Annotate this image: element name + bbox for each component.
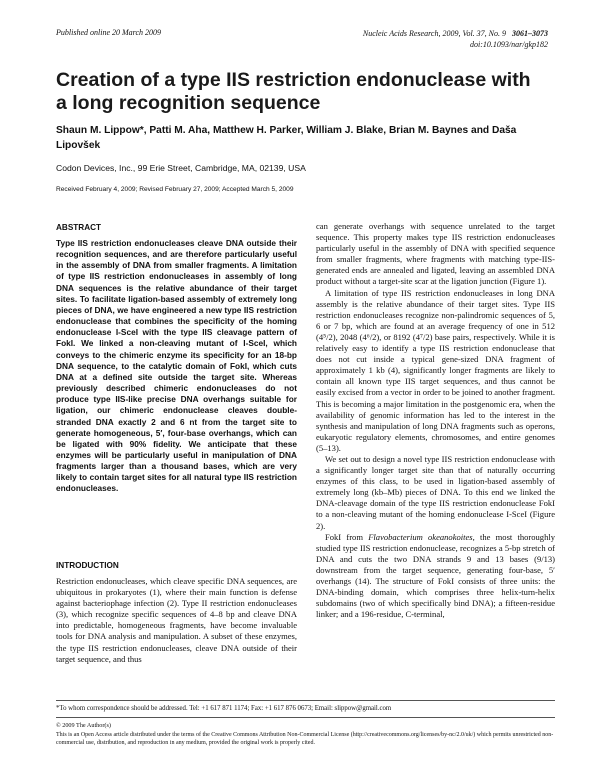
doi: doi:10.1093/nar/gkp182 bbox=[470, 40, 548, 49]
introduction-heading: INTRODUCTION bbox=[56, 561, 119, 570]
received-dates: Received February 4, 2009; Revised February 27, 2009; Accepted March 5, 2009 bbox=[56, 186, 294, 193]
species-name: Flavobacterium okeanokoites bbox=[368, 531, 473, 542]
fokI-name: FokI from bbox=[325, 531, 369, 542]
license-rule bbox=[56, 717, 555, 718]
article-title: Creation of a type IIS restriction endonuclease with a long recognition sequence bbox=[56, 69, 531, 114]
paragraph: We set out to design a novel type IIS restriction endonuclease with a significantly longer target site than that of naturally occurring enzymes of this class, to be used in ligation-based assembly of extremely long (kb–Mb) pieces of DNA. To this end we linked the DNA-cleavage domain of the type IIS restriction endonuclease FokI to a non-cleaving mutant of the homing endonuclease I-SceI (Figure 2). bbox=[316, 453, 555, 531]
paragraph-rest: , the most thoroughly studied type IIS restriction endonuclease, recognizes a 5-bp stretch of DNA and cuts the two DNA strands 9 and 13 bases (9/13) downstream from the target sequence, generating four-base, 5′ overhangs (14). The structure of FokI consists of three units: the DNA-binding domain, which comprises three helix-turn-helix subdomains (two of which specifically bind DNA); a fifteen-residue linker; and a 196-residue, C-terminal, bbox=[316, 531, 555, 620]
license-text: This is an Open Access article distributed under the terms of the Creative Commons Attribution Non-Commercial License (http://creativecommons.org/licenses/by-nc/2.0/uk/) which permits unrestricted non-commercial use, distribution, and reproduction in any medium, provided the original work is properly cited. bbox=[56, 732, 554, 747]
paragraph: A limitation of type IIS restriction endonucleases in long DNA assembly is the relative abundance of their target sites. Type IIS restriction endonucleases recognize non-palindromic sequences of 5, 6 or 7 bp, which are found at an average frequency of one in 512 (4⁵/2), 2048 (4⁶/2), or 8192 (4⁷/2) base pairs, respectively. While it is relatively easy to identify a type IIS restriction endonuclease that does not cut inside a typical gene-sized DNA fragment of approximately 1 kb (4), significantly longer fragments are likely to contain all known type IIS target sequences, and thus cannot be easily excised from a vector in order to be joined to another fragment. This is becoming a major limitation in the postgenomic era, when the availability of genomic information has led to the interest in the synthesis and manipulation of long DNA fragments such as operons, eukaryotic regulatory elements, chromosomes, and entire genomes (5–13). bbox=[316, 287, 555, 453]
paragraph bbox=[316, 532, 555, 621]
correspondence-footnote: *To whom correspondence should be addressed. Tel: +1 617 871 1174; Fax: +1 617 876 0673; Email: slippow@gmail.com bbox=[56, 705, 392, 712]
publication-date: Published online 20 March 2009 bbox=[56, 28, 162, 37]
page-range: 3061–3073 bbox=[512, 29, 548, 38]
paragraph: can generate overhangs with sequence unrelated to the target sequence. This property makes type IIS restriction endonucleases particularly useful in the assembly of DNA with specified sequence from smaller fragments, where fragments with matching type-IIS-generated ends are annealed and ligated, leaving an assembled DNA product without a target-site scar at the ligation junction (Figure 1). bbox=[316, 221, 555, 287]
journal-citation bbox=[363, 28, 548, 50]
author-list: Shaun M. Lippow*, Patti M. Aha, Matthew H. Parker, William J. Blake, Brian M. Baynes and Daša Lipovšek bbox=[56, 125, 517, 151]
abstract-text: Type IIS restriction endonucleases cleave DNA outside their recognition sequences, and are therefore particularly useful in the assembly of DNA from smaller fragments. A limitation of type IIS restriction endonucleases in assembly of long DNA sequences is the relative abundance of their target sites. To facilitate ligation-based assembly of extremely long pieces of DNA, we have engineered a new type IIS restriction endonuclease that combines the specificity of the homing endonuclease I-SceI with the type IIS cleavage pattern of FokI. We linked a non-cleaving mutant of I-SceI, which conveys to the chimeric enzyme its specificity for an 18-bp DNA sequence, to the catalytic domain of FokI, which cuts DNA at a defined site outside the target site. Whereas previously described chimeric endonucleases do not produce type IIS-like precise DNA overhangs suitable for ligation, our chimeric endonuclease cleaves double-stranded DNA exactly 2 and 6 nt from the target site to generate homogeneous, 5′, four-base overhangs, which can be ligated with 90% fidelity. We anticipate that these enzymes will be particularly useful in manipulation of DNA fragments larger than a thousand bases, which are very likely to contain target sites for all natural type IIS restriction endonucleases. bbox=[56, 238, 297, 494]
running-header bbox=[56, 28, 548, 54]
affiliation: Codon Devices, Inc., 99 Erie Street, Cambridge, MA, 02139, USA bbox=[56, 163, 306, 173]
abstract-heading: ABSTRACT bbox=[56, 223, 102, 232]
right-column bbox=[316, 221, 555, 620]
introduction-text: Restriction endonucleases, which cleave specific DNA sequences, are ubiquitous in prokaryotes (1), where their main function is defense against bacteriophage infection (2). Type II restriction endonucleases (3), which recognize specific sequences of 4–8 bp and cleave DNA into predictable, homogeneous fragments, have become invaluable tools for DNA analysis and manipulation. A subset of these enzymes, the type IIS restriction endonucleases, cleave DNA outside of their target sequence, and thus bbox=[56, 576, 297, 664]
footnote-rule bbox=[56, 700, 555, 701]
journal-name: Nucleic Acids Research, 2009, Vol. 37, No. 9 bbox=[362, 29, 506, 38]
copyright: © 2009 The Author(s) bbox=[56, 722, 111, 729]
